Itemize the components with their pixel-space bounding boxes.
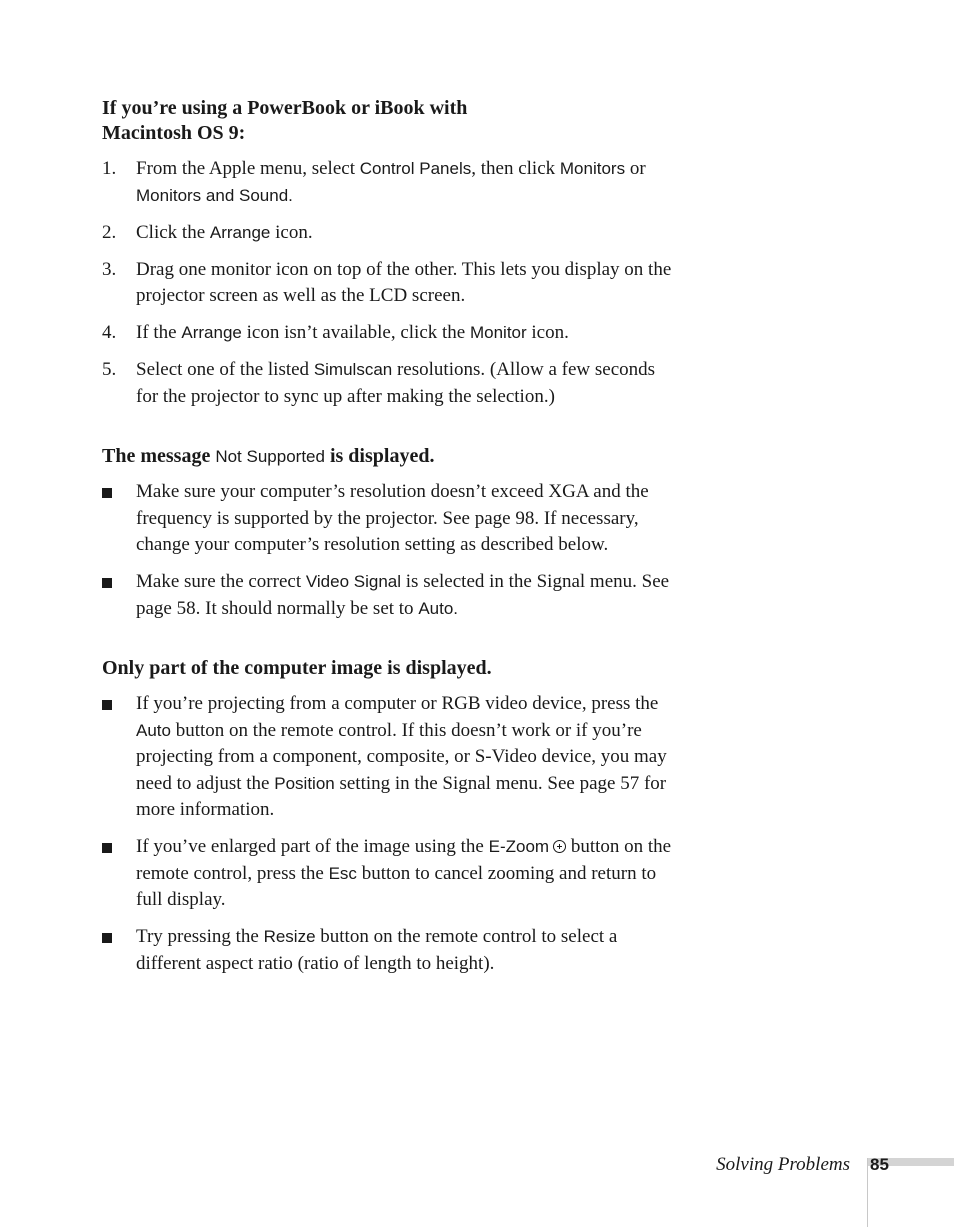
section-not-supported [102,444,672,622]
section-macintosh-os9 [102,96,672,410]
step-text: , then click [471,158,560,179]
step-text: Click the [136,221,210,243]
bullet-item [102,569,672,622]
step-text: Drag one monitor icon on top of the other. This lets you display on the projector screen as well as the LCD screen. [136,258,672,306]
square-bullet-icon [102,488,112,498]
ui-label-arrange: Arrange [209,222,271,242]
step-text: or [625,158,646,179]
ui-label-simulscan: Simulscan [313,360,393,379]
step-text: icon. [526,322,569,343]
bullet-list [102,479,672,622]
ui-label-esc: Esc [328,863,357,883]
heading-line-2: Macintosh OS 9: [102,122,246,144]
bullet-text: If you’re projecting from a computer or RGB video device, press the [136,693,659,714]
bullet-text: button on the remote control, press the [136,836,672,884]
bullet-item [102,924,672,977]
ui-label-arrange: Arrange [181,323,242,342]
footer-divider [867,1158,868,1227]
bullet-text: button on the remote control to select a different aspect ratio (ratio of length to height). [136,926,618,974]
section-heading-powerbook [102,96,672,146]
bullet-item [102,479,672,559]
step-text: . [288,185,293,205]
step-text: From the Apple menu, select [136,158,360,179]
step-number: 2. [102,221,117,243]
section-heading-partial-image: Only part of the computer image is displayed. [102,657,492,679]
heading-text: is displayed. [324,445,435,467]
bullet-text: If you’ve enlarged part of the image using the [136,836,489,857]
zoom-in-plus-icon [553,840,566,853]
ui-label-monitor: Monitor [469,323,527,342]
step-item [102,220,672,247]
ui-label-auto: Auto [418,598,454,618]
step-number: 3. [102,258,117,280]
step-number: 5. [102,359,117,380]
bullet-text: setting in the Signal menu. See page 57 for more information. [136,772,667,820]
step-item [102,320,672,347]
page-content [102,96,672,977]
bullet-text: Make sure the correct [136,571,306,592]
footer-section-title: Solving Problems [716,1154,850,1175]
square-bullet-icon [102,700,112,710]
numbered-steps [102,156,672,410]
square-bullet-icon [102,933,112,943]
step-number: 4. [102,322,117,343]
square-bullet-icon [102,578,112,588]
square-bullet-icon [102,843,112,853]
ui-label-resize: Resize [263,927,316,946]
bullet-list [102,691,672,977]
ui-label-video-signal: Video Signal [305,572,402,591]
bullet-item [102,834,672,914]
ui-label-monitors-and-sound: Monitors and Sound [136,185,289,205]
step-text: resolutions. (Allow a few seconds for the projector to sync up after making the selection.) [136,359,656,407]
bullet-text: button on the remote control. If this doesn’t work or if you’re projecting from a component, composite, or S-Video device, you may need to adjust the [136,719,667,794]
page-number: 85 [870,1155,889,1174]
heading-text: The message [102,445,216,467]
bullet-text: is selected in the Signal menu. See page 58. It should normally be set to [136,571,670,619]
bullet-text: button to cancel zooming and return to full display. [136,862,657,910]
step-item [102,357,672,410]
bullet-item [102,691,672,824]
step-text: If the [136,322,182,343]
ui-label-control-panels: Control Panels [359,159,472,178]
ui-label-e-zoom: E-Zoom [488,837,550,856]
step-text: icon. [270,221,313,243]
step-text: Select one of the listed [136,359,314,380]
ui-label-position: Position [274,773,335,793]
ui-label-monitors: Monitors [559,159,626,178]
ui-label-auto: Auto [136,720,171,740]
step-item [102,257,672,310]
bullet-text: Try pressing the [136,926,264,947]
section-heading-not-supported [102,444,672,469]
bullet-text: . [453,598,459,618]
section-partial-image [102,656,672,977]
heading-line-1: If you’re using a PowerBook or iBook with [102,97,468,119]
step-text: icon isn’t available, click the [241,322,470,343]
ui-label-not-supported: Not Supported [215,447,325,466]
bullet-text: Make sure your computer’s resolution doesn’t exceed XGA and the frequency is supported by the projector. See page 98. If necessary, change your computer’s resolution setting as described below. [136,481,649,555]
step-number: 1. [102,158,117,179]
step-item [102,156,672,209]
